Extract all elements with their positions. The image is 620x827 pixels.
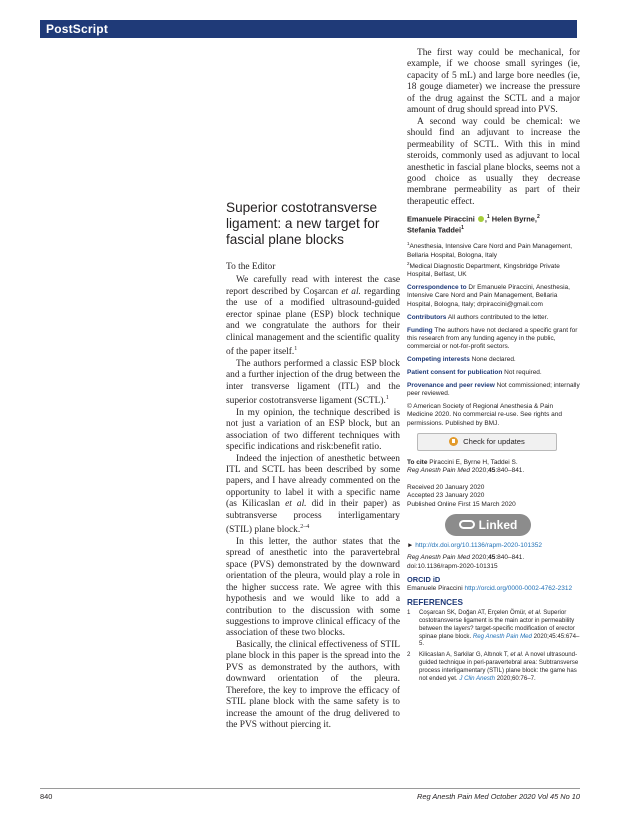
ref-text	[419, 651, 580, 683]
contributors	[407, 314, 580, 322]
p4-text-2: did in their paper) as subtransverse process interligamentary (STIL) plane block.	[226, 499, 401, 536]
aff-text: Medical Diagnostic Department, Kingsbridge Private Hospital, Belfast, UK	[407, 263, 560, 279]
doi-text: doi:10.1136/rapm-2020-101315	[407, 562, 498, 570]
contributors-text: All authors contributed to the letter.	[447, 313, 549, 321]
paragraph-6: Basically, the clinical effectiveness of STIL plane block in this paper is the spread into the PVS as demonstrated by the authors, with downward orientation of the pleura. Therefore, the key to improve the efficacy of STIL plane block with the same safety is to increase the amount of the drug delivered to the PVS without piercing it.	[226, 639, 400, 731]
ref-etal: et al	[528, 608, 540, 616]
cite-authors: Piraccini E, Byrne H, Taddei S.	[429, 458, 518, 466]
citation-sup[interactable]: 1	[385, 395, 389, 402]
link-icon	[459, 520, 475, 529]
consent-text: Not required.	[504, 368, 542, 376]
doi-pages: :840–841.	[495, 554, 525, 562]
right-column	[407, 48, 580, 686]
footer-divider	[40, 788, 580, 789]
author-name[interactable]: Stefania Taddei	[407, 225, 462, 235]
doi-year: 2020;	[470, 554, 489, 562]
funding	[407, 327, 580, 352]
author-sup: 1	[486, 214, 490, 221]
paragraph-5: In this letter, the author states that the spread of anesthetic into the paravertebral space (PVS) demonstrated by the downward orientation of the pleura, would play a role in the higher success rate. We agree with this hypothesis and we would like to add a contribution to the discussion with some suggestions to improve clinical efficacy of the association of these two blocks.	[226, 536, 400, 639]
consent-label: Patient consent for publication	[407, 368, 503, 376]
ref-authors: Kilicaslan A, Sarkilar G, Altınok T,	[419, 651, 511, 659]
p4-text: Indeed the injection of anesthetic between ITL and SCTL has been described by some papers, and I have already commented on the opportunity to label it with a specific name (as Kilicaslan	[226, 453, 400, 510]
linked-button[interactable]	[445, 514, 531, 536]
p4-etal: et al.	[285, 499, 307, 510]
competing-text: None declared.	[471, 356, 516, 364]
date-received: Received 20 January 2020	[407, 484, 485, 492]
dates	[407, 484, 580, 509]
competing-interests	[407, 356, 580, 364]
linked-citation	[407, 554, 580, 571]
citation-sup[interactable]: 2–4	[300, 524, 310, 531]
author-sup: 1	[461, 225, 464, 232]
ref-pages: 2020;60:76–7.	[495, 675, 536, 683]
cite-journal: Reg Anesth Pain Med	[407, 466, 470, 474]
update-icon	[449, 437, 458, 446]
aff-sup: 1	[407, 241, 410, 247]
doi-journal: Reg Anesth Pain Med	[407, 554, 470, 562]
funding-label: Funding	[407, 326, 433, 334]
patient-consent	[407, 369, 580, 377]
linked-label: Linked	[478, 517, 518, 532]
correspondence-text: Dr Emanuele Piraccini, Anesthesia, Intensive Care Nord and Pain Management, Bellaria Hospital, Bologna, Italy; drpiraccini@gmail.com	[407, 284, 570, 308]
correspondence-label: Correspondence to	[407, 284, 467, 292]
provenance-text: Not commissioned; internally peer reviewed.	[407, 381, 580, 398]
salutation: To the Editor	[226, 262, 276, 272]
ref-number: 1	[407, 608, 411, 616]
copyright: © American Society of Regional Anesthesia & Pain Medicine 2020. No commercial re-use. See rights and permissions. Published by BMJ.	[407, 403, 562, 427]
orcid-entry	[407, 585, 580, 593]
citation-sup[interactable]: 1	[294, 346, 298, 353]
cite-label: To cite	[407, 458, 428, 466]
cite-vol: 45	[488, 466, 496, 474]
paragraph-1	[226, 275, 400, 358]
date-accepted: Accepted 23 January 2020	[407, 492, 485, 500]
ref-title: . Superior costotransverse ligament is the main actor in permeability between the layers? target-specific modification of erector spinae plane block.	[419, 608, 575, 640]
aff-sup: 2	[407, 260, 410, 266]
reference-1	[407, 609, 580, 649]
paragraph-3: In my opinion, the technique described is not just a variation of an ESP block, but an association of two different techniques with specific indications and risk:benefit ratio.	[226, 407, 400, 453]
ref-journal-link[interactable]: Reg Anesth Pain Med	[472, 632, 532, 640]
ref-authors: Coşarcan SK, Doğan AT, Erçelen Ömür,	[419, 608, 529, 616]
ref-pages: 2020;45:45:674–5.	[419, 632, 580, 648]
p1-text: We carefully read with interest the case report described by Coşarcan	[226, 275, 400, 297]
p2-text: The authors performed a classic ESP block and a further injection of the drug between the inter transverse ligament (ITL) and the superior costotransverse ligament (SCTL).	[226, 358, 400, 407]
ref-title: . A novel ultrasound-guided technique in peri-paravertebral area: Subtransverse process interligamentary (STIL) plane block: the game has not ended yet.	[419, 651, 579, 683]
author-name[interactable]: Helen Byrne,	[491, 214, 537, 224]
cite-pages: :840–841.	[495, 466, 525, 474]
linked-article	[407, 542, 580, 594]
linked-doi	[407, 542, 580, 550]
paragraph-7: The first way could be mechanical, for example, if we choose small syringes (ie, capacity of 5 mL) and large bore needles (ie, 18 gouge diameter) we increase the pressure of the drug against the SCTL and a major amount of drug should spread into PVS.	[407, 48, 580, 116]
reference-2	[407, 651, 580, 683]
p1-etal: et al.	[341, 286, 361, 297]
cite-year: 2020;	[470, 466, 489, 474]
provenance	[407, 382, 580, 399]
footer-journal: Reg Anesth Pain Med October 2020 Vol 45 No 10	[417, 792, 580, 801]
doi-link[interactable]: http://dx.doi.org/10.1136/rapm-2020-101352	[415, 541, 542, 549]
ref-journal-link[interactable]: J Clin Anesth	[459, 675, 496, 683]
paragraph-4	[226, 454, 400, 537]
check-updates-label: Check for updates	[463, 437, 525, 446]
provenance-label: Provenance and peer review	[407, 381, 495, 389]
author-list: Emanuele Piraccini ,$^1$ Helen Byrne,$^2$ Stefania Taddei$^1$	[407, 214, 540, 235]
funding-text: The authors have not declared a specific grant for this research from any funding agency in the public, commercial or not-for-profit sectors.	[407, 326, 578, 351]
orcid-link[interactable]: http://orcid.org/0000-0002-4762-2312	[464, 584, 573, 592]
orcid-name: Emanuele Piraccini	[407, 584, 463, 592]
author-sup: 2	[536, 214, 540, 221]
orcid-heading: ORCID iD	[407, 574, 441, 584]
check-for-updates-button[interactable]	[417, 433, 557, 451]
cite	[407, 459, 580, 476]
ref-etal: et al	[510, 651, 522, 659]
affiliation-1	[407, 240, 580, 280]
paragraph-2	[226, 359, 400, 408]
aff-text: Anesthesia, Intensive Care Nord and Pain Management, Bellaria Hospital, Bologna, Italy	[407, 243, 573, 259]
metadata-block	[407, 240, 580, 428]
competing-label: Competing interests	[407, 356, 470, 364]
page-number: 840	[40, 792, 53, 801]
contributors-label: Contributors	[407, 313, 447, 321]
article-title: Superior costotransverse ligament: a new target for fascial plane blocks	[226, 200, 380, 247]
cite-block	[407, 459, 580, 509]
correspondence	[407, 284, 580, 309]
arrow-icon: ►	[407, 541, 414, 549]
letter-body-left	[226, 262, 400, 732]
p1-text-2: regarding the use of a modified ultrasound-guided erector spinae plane (ESP) block technique and we congratulate the authors for their clinical management and the scientific quality of the paper itself.	[226, 286, 401, 358]
author-name[interactable]: Emanuele Piraccini	[407, 214, 475, 224]
doi-vol: 45	[488, 554, 496, 562]
letter-body-right	[407, 48, 580, 208]
ref-number: 2	[407, 651, 411, 659]
orcid-icon[interactable]	[478, 216, 484, 222]
paragraph-8: A second way could be chemical: we should find an adjuvant to increase the permeability of SCTL. With this in mind steroids, commonly used as adjuvant to local anesthetic in fascial plane blocks, seems not a good choice as usually they decrease membrane permeability as part of their therapeutic effect.	[407, 116, 580, 207]
section-banner: PostScript	[40, 20, 577, 38]
references-heading: REFERENCES	[407, 597, 463, 607]
ref-text	[419, 609, 580, 649]
date-published: Published Online First 15 March 2020	[407, 500, 516, 508]
